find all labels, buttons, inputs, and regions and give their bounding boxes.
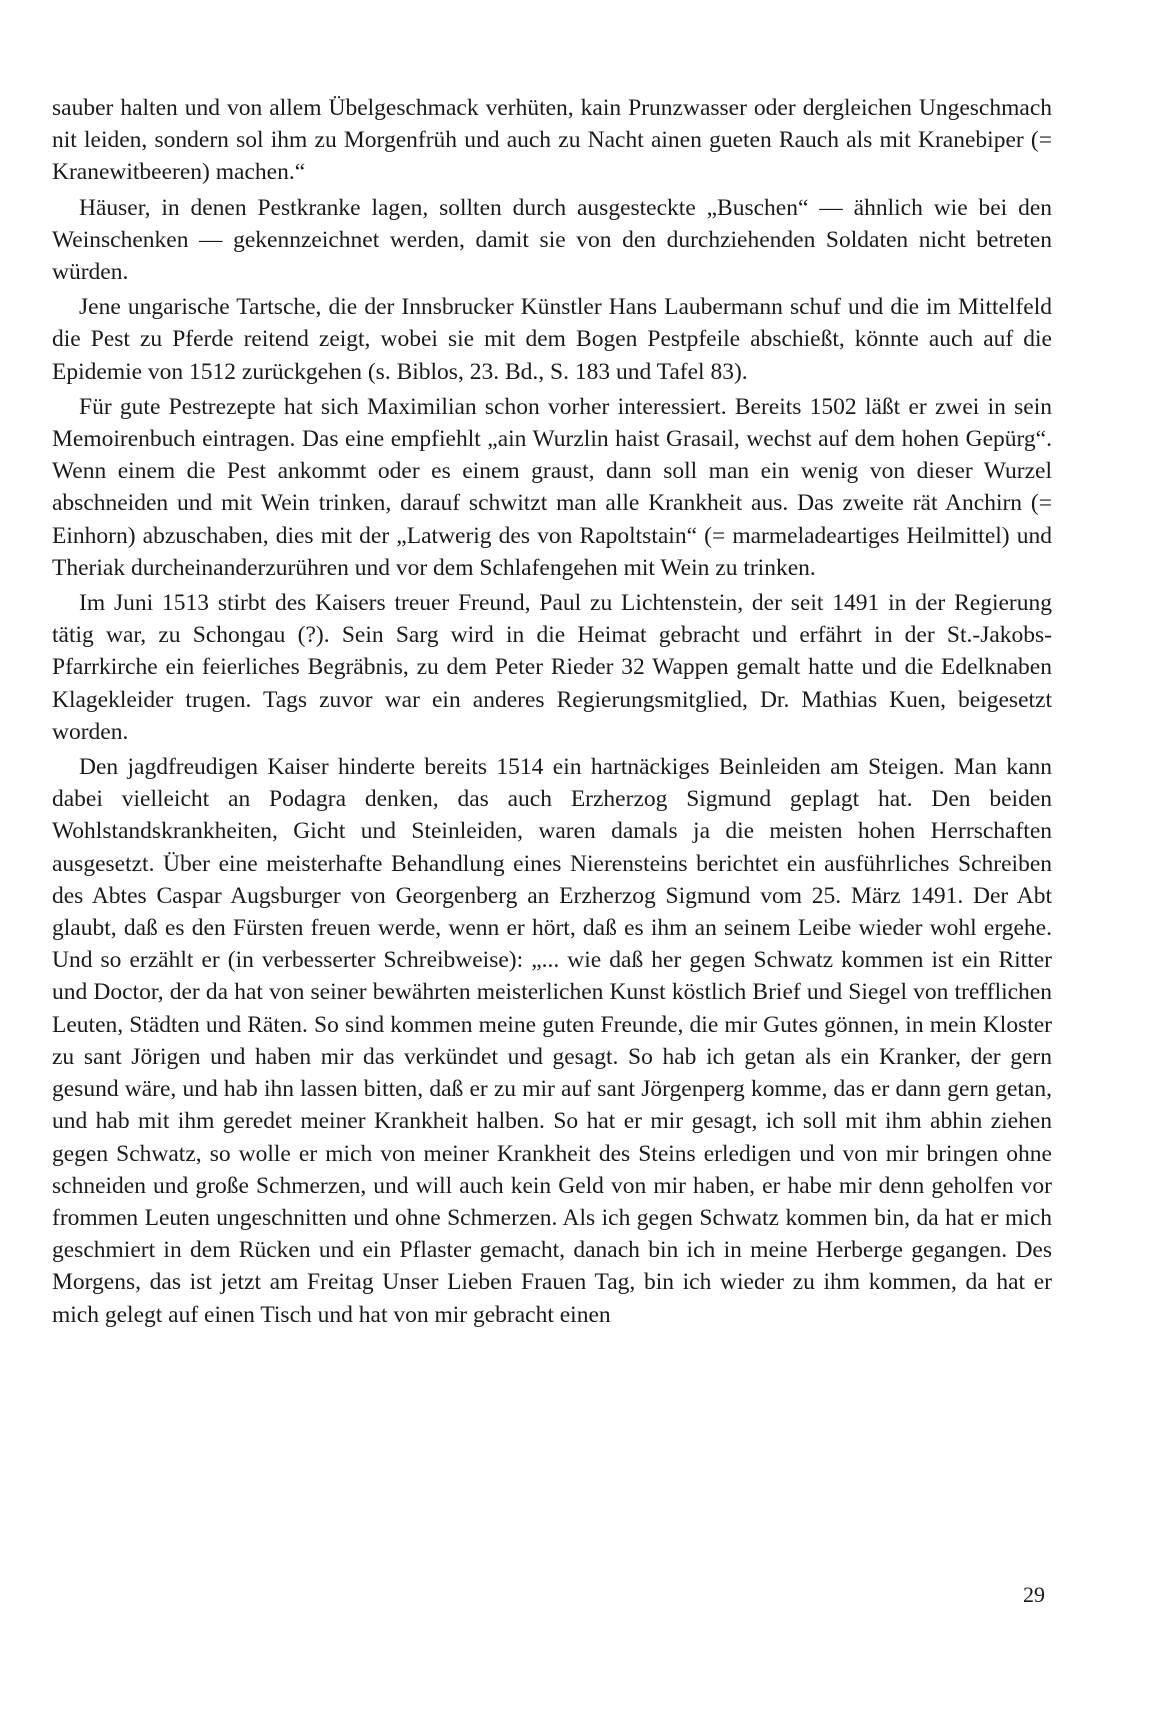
body-text: [52, 92, 1052, 1334]
paragraph-3: Jene ungarische Tartsche, die der Innsbrucker Künstler Hans Laubermann schuf und die im Mittelfeld die Pest zu Pferde reitend zeigt, wobei sie mit dem Bogen Pestpfeile abschießt, könnte auch auf die Epidemie von 1512 zurückgehen (s. Biblos, 23. Bd., S. 183 und Tafel 83).: [52, 294, 1052, 385]
paragraph-4: Für gute Pestrezepte hat sich Maximilian schon vorher interessiert. Bereits 1502 läßt er zwei in sein Memoirenbuch eintragen. Das eine empfiehlt „ain Wurzlin haist Grasail, wechst auf dem hohen Gepürg“. Wenn einem die Pest ankommt oder es einem graust, dann soll man ein wenig von dieser Wurzel abschneiden und mit Wein trinken, darauf schwitzt man alle Krankheit aus. Das zweite rät Anchirn (= Einhorn) abzuschaben, dies mit der „Latwerig des von Rapoltstain“ (= marmeladeartiges Heilmittel) und Theriak durcheinanderzurühren und vor dem Schlafengehen mit Wein zu trinken.: [52, 393, 1052, 581]
paragraph-6: Den jagdfreudigen Kaiser hinderte bereits 1514 ein hartnäckiges Beinleiden am Steigen. Man kann dabei vielleicht an Podagra denken, das auch Erzherzog Sigmund geplagt hat. Den beiden Wohlstandskrankheiten, Gicht und Steinleiden, waren damals ja die meisten hohen Herrschaften ausgesetzt. Über eine meisterhafte Behandlung eines Nierensteins berichtet ein ausführliches Schreiben des Abtes Caspar Augsburger von Georgenberg an Erzherzog Sigmund vom 25. März 1491. Der Abt glaubt, daß es den Fürsten freuen werde, wenn er hört, daß es ihm an seinem Leibe wieder wohl ergehe. Und so erzählt er (in verbesserter Schreibweise): „... wie daß her gegen Schwatz kommen ist ein Ritter und Doctor, der da hat von seiner bewährten meisterlichen Kunst köstlich Brief und Siegel von trefflichen Leuten, Städten und Räten. So sind kommen meine guten Freunde, die mir Gutes gönnen, in mein Kloster zu sant Jörigen und haben mir das verkündet und gesagt. So hab ich getan als ein Kranker, der gern gesund wäre, und hab ihn lassen bitten, daß er zu mir auf sant Jörgenperg komme, das er dann gern getan, und hab mit ihm geredet meiner Krankheit halben. So hat er mir gesagt, ich soll mit ihm abhin ziehen gegen Schwatz, so wolle er mich von meiner Krankheit des Steins erledigen und von mir bringen ohne schneiden und große Schmerzen, und will auch kein Geld von mir haben, er habe mir denn geholfen vor frommen Leuten ungeschnitten und ohne Schmerzen. Als ich gegen Schwatz kommen bin, da hat er mich geschmiert in dem Rücken und ein Pflaster gemacht, danach bin ich in meine Herberge gegangen. Des Morgens, das ist jetzt am Freitag Unser Lieben Frauen Tag, bin ich wieder zu ihm kommen, da hat er mich gelegt auf einen Tisch und hat von mir gebracht einen: [52, 754, 1052, 1328]
paragraph-1: sauber halten und von allem Übelgeschmack verhüten, kain Prunzwasser oder dergleichen Ungeschmach nit leiden, sondern sol ihm zu Morgenfrüh und auch zu Nacht ainen gueten Rauch als mit Kranebiper (= Kranewitbeeren) machen.“: [52, 95, 1052, 186]
paragraph-5: Im Juni 1513 stirbt des Kaisers treuer Freund, Paul zu Lichtenstein, der seit 1491 in der Regierung tätig war, zu Schongau (?). Sein Sarg wird in die Heimat gebracht und erfährt in der St.-Jakobs-Pfarrkirche ein feierliches Begräbnis, zu dem Peter Rieder 32 Wappen gemalt hatte und die Edelknaben Klagekleider trugen. Tags zuvor war ein anderes Regierungsmitglied, Dr. Mathias Kuen, beigesetzt worden.: [52, 590, 1052, 745]
page-number: 29: [1023, 1582, 1045, 1607]
paragraph-2: Häuser, in denen Pestkranke lagen, sollten durch ausgesteckte „Buschen“ — ähnlich wie bei den Weinschenken — gekennzeichnet werden, damit sie von den durchziehenden Soldaten nicht betreten würden.: [52, 194, 1052, 286]
